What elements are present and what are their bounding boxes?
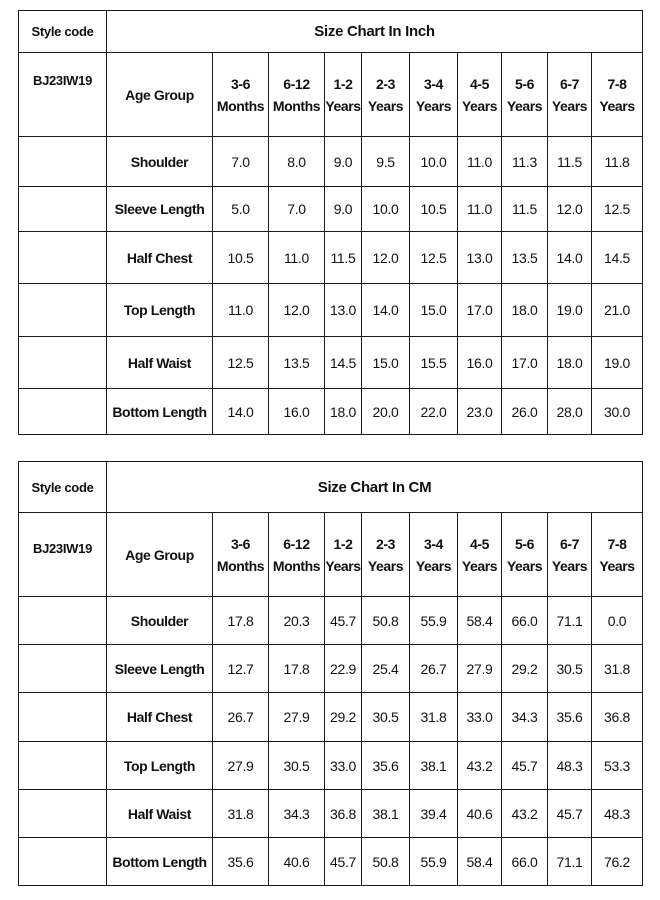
measurement-value: 18.0 [548, 337, 592, 389]
measurement-value: 45.7 [502, 742, 548, 790]
measurement-value: 50.8 [362, 597, 410, 645]
measurement-value: 26.7 [213, 693, 269, 742]
measurement-value: 0.0 [592, 597, 643, 645]
measurement-value: 29.2 [325, 693, 362, 742]
measurement-value: 17.0 [502, 337, 548, 389]
column-age-range: 2-3 [375, 535, 396, 552]
measurement-value: 11.3 [502, 137, 548, 187]
column-header [362, 53, 410, 137]
table-row [19, 187, 643, 232]
column-age-range: 5-6 [514, 535, 535, 552]
column-header [548, 53, 592, 137]
measurement-label: Sleeve Length [107, 187, 213, 232]
measurement-value: 5.0 [213, 187, 269, 232]
measurement-label: Bottom Length [107, 838, 213, 886]
measurement-value: 35.6 [362, 742, 410, 790]
column-age-range: 3-4 [423, 535, 444, 552]
measurement-value: 35.6 [548, 693, 592, 742]
measurement-value: 13.5 [502, 232, 548, 284]
measurement-value: 48.3 [592, 790, 643, 838]
style-code-label: Style code [19, 462, 107, 513]
column-header [269, 513, 325, 597]
measurement-value: 34.3 [269, 790, 325, 838]
measurement-label: Shoulder [107, 597, 213, 645]
blank-cell [19, 137, 107, 187]
measurement-value: 48.3 [548, 742, 592, 790]
measurement-label: Top Length [107, 284, 213, 337]
measurement-value: 12.0 [269, 284, 325, 337]
header-row [19, 53, 643, 137]
column-age-range: 1-2 [333, 75, 353, 92]
chart-title: Size Chart In CM [107, 462, 643, 513]
blank-cell [19, 597, 107, 645]
column-age-range: 1-2 [333, 535, 353, 552]
table-row [19, 337, 643, 389]
measurement-value: 58.4 [458, 838, 502, 886]
measurement-value: 18.0 [325, 389, 362, 435]
column-age-unit: Years [415, 97, 452, 114]
column-header [213, 513, 269, 597]
column-age-range: 3-6 [230, 535, 251, 552]
measurement-value: 39.4 [410, 790, 458, 838]
measurement-label: Bottom Length [107, 389, 213, 435]
measurement-value: 30.0 [592, 389, 643, 435]
column-age-range: 7-8 [607, 535, 627, 552]
measurement-value: 11.5 [325, 232, 362, 284]
column-age-range: 2-3 [375, 75, 396, 92]
measurement-value: 21.0 [592, 284, 643, 337]
measurement-value: 71.1 [548, 838, 592, 886]
measurement-value: 15.0 [362, 337, 410, 389]
column-age-range: 4-5 [469, 535, 490, 552]
measurement-value: 11.0 [213, 284, 269, 337]
column-age-unit: Years [325, 557, 361, 574]
measurement-label: Sleeve Length [107, 645, 213, 693]
measurement-value: 13.5 [269, 337, 325, 389]
column-age-range: 5-6 [514, 75, 535, 92]
measurement-value: 11.0 [458, 187, 502, 232]
column-age-unit: Years [599, 97, 635, 114]
measurement-value: 76.2 [592, 838, 643, 886]
measurement-value: 55.9 [410, 597, 458, 645]
measurement-value: 19.0 [548, 284, 592, 337]
measurement-value: 8.0 [269, 137, 325, 187]
title-row [19, 462, 643, 513]
blank-cell [19, 187, 107, 232]
measurement-value: 43.2 [502, 790, 548, 838]
column-age-range: 3-6 [230, 75, 251, 92]
measurement-value: 12.0 [548, 187, 592, 232]
measurement-value: 30.5 [548, 645, 592, 693]
measurement-value: 27.9 [458, 645, 502, 693]
column-header [458, 53, 502, 137]
measurement-value: 7.0 [269, 187, 325, 232]
table-row [19, 137, 643, 187]
measurement-value: 11.5 [502, 187, 548, 232]
measurement-label: Half Waist [107, 337, 213, 389]
column-age-range: 6-7 [559, 535, 580, 552]
measurement-value: 40.6 [269, 838, 325, 886]
measurement-value: 55.9 [410, 838, 458, 886]
measurement-value: 14.5 [325, 337, 362, 389]
column-age-range: 3-4 [423, 75, 444, 92]
measurement-value: 29.2 [502, 645, 548, 693]
column-age-unit: Months [272, 557, 321, 574]
measurement-value: 34.3 [502, 693, 548, 742]
measurement-value: 10.0 [410, 137, 458, 187]
blank-cell [19, 838, 107, 886]
measurement-value: 50.8 [362, 838, 410, 886]
measurement-value: 45.7 [548, 790, 592, 838]
measurement-value: 16.0 [458, 337, 502, 389]
column-header [362, 513, 410, 597]
column-age-unit: Years [506, 97, 543, 114]
column-age-unit: Years [325, 97, 361, 114]
style-code-value: BJ23IW19 [19, 53, 107, 137]
chart-title: Size Chart In Inch [107, 11, 643, 53]
measurement-value: 15.0 [410, 284, 458, 337]
measurement-value: 20.3 [269, 597, 325, 645]
measurement-value: 10.0 [362, 187, 410, 232]
measurement-value: 13.0 [458, 232, 502, 284]
measurement-value: 38.1 [362, 790, 410, 838]
measurement-value: 71.1 [548, 597, 592, 645]
column-header [325, 53, 362, 137]
measurement-value: 17.8 [213, 597, 269, 645]
measurement-value: 26.0 [502, 389, 548, 435]
measurement-value: 7.0 [213, 137, 269, 187]
measurement-value: 31.8 [410, 693, 458, 742]
measurement-value: 31.8 [213, 790, 269, 838]
table-row [19, 389, 643, 435]
measurement-value: 30.5 [269, 742, 325, 790]
age-group-label: Age Group [107, 513, 213, 597]
column-age-unit: Years [551, 97, 588, 114]
table-row [19, 645, 643, 693]
measurement-value: 33.0 [458, 693, 502, 742]
measurement-label: Half Waist [107, 790, 213, 838]
measurement-value: 45.7 [325, 838, 362, 886]
blank-cell [19, 232, 107, 284]
measurement-value: 12.5 [592, 187, 643, 232]
measurement-value: 31.8 [592, 645, 643, 693]
measurement-value: 66.0 [502, 838, 548, 886]
column-age-unit: Years [599, 557, 635, 574]
column-header [592, 53, 643, 137]
measurement-value: 9.0 [325, 187, 362, 232]
measurement-value: 12.5 [410, 232, 458, 284]
table-row [19, 597, 643, 645]
column-age-unit: Years [461, 557, 498, 574]
size-chart-cm-table [18, 461, 643, 886]
measurement-value: 14.5 [592, 232, 643, 284]
column-age-range: 4-5 [469, 75, 490, 92]
measurement-value: 25.4 [362, 645, 410, 693]
blank-cell [19, 742, 107, 790]
measurement-value: 45.7 [325, 597, 362, 645]
table-row [19, 742, 643, 790]
header-row [19, 513, 643, 597]
column-header [458, 513, 502, 597]
table-row [19, 693, 643, 742]
measurement-value: 11.8 [592, 137, 643, 187]
measurement-value: 22.9 [325, 645, 362, 693]
size-chart-inch-table [18, 10, 643, 435]
column-age-unit: Years [367, 557, 404, 574]
measurement-label: Top Length [107, 742, 213, 790]
table-row [19, 838, 643, 886]
column-age-range: 6-12 [283, 535, 310, 552]
measurement-value: 20.0 [362, 389, 410, 435]
measurement-value: 30.5 [362, 693, 410, 742]
title-row [19, 11, 643, 53]
measurement-value: 19.0 [592, 337, 643, 389]
measurement-value: 12.0 [362, 232, 410, 284]
column-header [548, 513, 592, 597]
measurement-value: 10.5 [213, 232, 269, 284]
column-header [502, 513, 548, 597]
measurement-value: 27.9 [269, 693, 325, 742]
column-age-unit: Years [415, 557, 452, 574]
measurement-value: 66.0 [502, 597, 548, 645]
style-code-label: Style code [19, 11, 107, 53]
table-row [19, 232, 643, 284]
measurement-value: 9.5 [362, 137, 410, 187]
measurement-value: 11.0 [269, 232, 325, 284]
measurement-value: 33.0 [325, 742, 362, 790]
table-row [19, 284, 643, 337]
column-age-unit: Years [551, 557, 588, 574]
column-header [592, 513, 643, 597]
column-age-range: 7-8 [607, 75, 627, 92]
column-header [410, 53, 458, 137]
measurement-label: Half Chest [107, 693, 213, 742]
measurement-value: 17.0 [458, 284, 502, 337]
measurement-value: 26.7 [410, 645, 458, 693]
column-age-unit: Years [367, 97, 404, 114]
measurement-value: 28.0 [548, 389, 592, 435]
measurement-value: 36.8 [325, 790, 362, 838]
column-age-range: 6-12 [283, 75, 310, 92]
measurement-value: 43.2 [458, 742, 502, 790]
measurement-value: 12.7 [213, 645, 269, 693]
measurement-value: 38.1 [410, 742, 458, 790]
table-row [19, 790, 643, 838]
measurement-value: 9.0 [325, 137, 362, 187]
measurement-value: 16.0 [269, 389, 325, 435]
blank-cell [19, 389, 107, 435]
measurement-label: Half Chest [107, 232, 213, 284]
measurement-value: 53.3 [592, 742, 643, 790]
column-age-unit: Months [216, 97, 265, 114]
column-header [502, 53, 548, 137]
age-group-label: Age Group [107, 53, 213, 137]
measurement-value: 35.6 [213, 838, 269, 886]
measurement-value: 15.5 [410, 337, 458, 389]
measurement-value: 12.5 [213, 337, 269, 389]
measurement-value: 22.0 [410, 389, 458, 435]
column-age-unit: Years [461, 97, 498, 114]
column-age-unit: Months [216, 557, 265, 574]
measurement-value: 40.6 [458, 790, 502, 838]
column-header [410, 513, 458, 597]
column-age-unit: Years [506, 557, 543, 574]
blank-cell [19, 284, 107, 337]
blank-cell [19, 337, 107, 389]
column-age-unit: Months [272, 97, 321, 114]
column-header [269, 53, 325, 137]
measurement-value: 11.0 [458, 137, 502, 187]
measurement-value: 36.8 [592, 693, 643, 742]
measurement-value: 27.9 [213, 742, 269, 790]
measurement-value: 58.4 [458, 597, 502, 645]
measurement-value: 14.0 [362, 284, 410, 337]
column-header [325, 513, 362, 597]
blank-cell [19, 645, 107, 693]
style-code-value: BJ23IW19 [19, 513, 107, 597]
measurement-value: 23.0 [458, 389, 502, 435]
measurement-value: 11.5 [548, 137, 592, 187]
measurement-value: 10.5 [410, 187, 458, 232]
measurement-value: 18.0 [502, 284, 548, 337]
measurement-value: 14.0 [213, 389, 269, 435]
column-age-range: 6-7 [559, 75, 580, 92]
measurement-value: 14.0 [548, 232, 592, 284]
blank-cell [19, 693, 107, 742]
measurement-value: 17.8 [269, 645, 325, 693]
column-header [213, 53, 269, 137]
blank-cell [19, 790, 107, 838]
measurement-value: 13.0 [325, 284, 362, 337]
measurement-label: Shoulder [107, 137, 213, 187]
